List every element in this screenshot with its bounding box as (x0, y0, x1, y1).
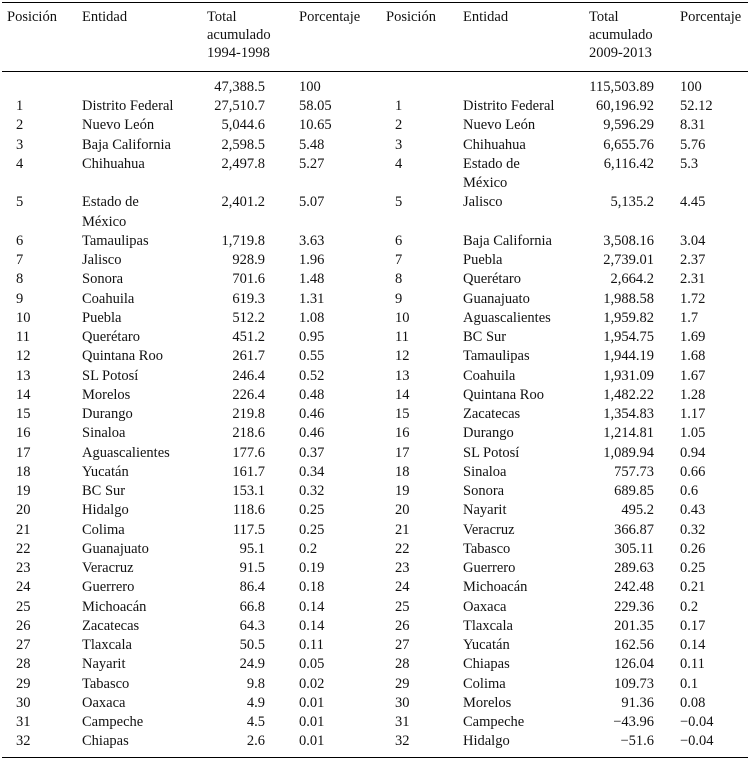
total-value-1994-1998: 118.6 (232, 502, 265, 519)
header-entidad-2: Entidad (463, 9, 509, 25)
total-value-2009-2013: 2,664.2 (610, 271, 654, 288)
rank-2009-2013: 1 (395, 98, 403, 114)
entity-2009-2013: Oaxaca (463, 598, 507, 615)
entity-1994-1998: Tabasco (82, 675, 130, 692)
rank-2009-2013: 24 (395, 579, 410, 596)
percent-1994-1998: 0.25 (299, 502, 325, 519)
percent-2009-2013: 2.37 (680, 252, 706, 268)
percent-1994-1998: 0.46 (299, 406, 325, 422)
percent-1994-1998: 10.65 (299, 117, 332, 134)
percent-2009-2013: 0.11 (680, 656, 705, 673)
total-value-1994-1998: 1,719.8 (221, 232, 265, 249)
total-value-2009-2013: 2,739.01 (603, 252, 654, 268)
rank-2009-2013: 15 (395, 406, 410, 422)
rank-2009-2013: 23 (395, 560, 410, 576)
percent-1994-1998: 5.07 (299, 194, 325, 211)
percent-2009-2013: 0.1 (680, 675, 699, 692)
rank-2009-2013: 27 (395, 637, 410, 653)
entity-2009-2013: Aguascalientes (463, 309, 551, 326)
bottom-rule (2, 757, 748, 758)
rank-2009-2013: 21 (395, 521, 410, 538)
total-value-1994-1998: 64.3 (239, 617, 265, 634)
total-value-2009-2013: 289.63 (614, 560, 654, 576)
entity-2009-2013: Chihuahua (463, 136, 526, 153)
rank-1994-1998: 24 (16, 579, 31, 596)
rank-1994-1998: 13 (16, 367, 31, 384)
total-value-1994-1998: 2.6 (246, 733, 265, 750)
rank-1994-1998: 18 (16, 463, 31, 480)
rank-1994-1998: 28 (16, 656, 31, 673)
percent-2009-2013: 0.94 (680, 444, 706, 461)
percent-2009-2013: 1.7 (680, 309, 699, 326)
rank-2009-2013: 4 (395, 155, 403, 172)
entity-2009-2013: Guanajuato (463, 290, 530, 307)
percent-2009-2013: 0.32 (680, 521, 706, 538)
percent-2009-2013: 1.69 (680, 329, 706, 345)
percent-1994-1998: 0.01 (299, 694, 325, 711)
entity-2009-2013: Michoacán (463, 579, 528, 596)
total-value-1994-1998: 4.9 (246, 694, 265, 711)
rank-1994-1998: 8 (16, 271, 24, 288)
percent-2009-2013: −0.04 (680, 714, 714, 730)
percent-2009-2013: 0.08 (680, 694, 706, 711)
rank-1994-1998: 26 (16, 617, 31, 634)
total-pct-1994-1998: 100 (299, 79, 321, 95)
rank-2009-2013: 29 (395, 675, 410, 692)
entity-1994-1998: Chihuahua (82, 155, 145, 172)
percent-1994-1998: 0.37 (299, 444, 325, 461)
entity-1994-1998: Sinaloa (82, 425, 126, 442)
entity-2009-2013: Veracruz (463, 521, 515, 538)
entity-2009-2013: Hidalgo (463, 733, 510, 750)
rank-1994-1998: 27 (16, 637, 31, 653)
percent-1994-1998: 0.01 (299, 733, 325, 750)
percent-2009-2013: 0.6 (680, 483, 699, 499)
rank-1994-1998: 11 (16, 329, 30, 345)
rank-1994-1998: 5 (16, 194, 24, 211)
rank-2009-2013: 10 (395, 309, 410, 326)
total-value-2009-2013: 1,954.75 (603, 329, 654, 345)
entity-2009-2013: Querétaro (463, 271, 521, 288)
entity-1994-1998: Durango (82, 406, 133, 422)
percent-1994-1998: 58.05 (299, 98, 332, 114)
entity-1994-1998: Quintana Roo (82, 348, 163, 365)
total-value-1994-1998: 9.8 (246, 675, 265, 692)
percent-2009-2013: 1.17 (680, 406, 706, 422)
entity-1994-1998: BC Sur (82, 483, 126, 499)
percent-1994-1998: 0.25 (299, 521, 325, 538)
total-value-1994-1998: 91.5 (239, 560, 265, 576)
rank-1994-1998: 1 (16, 98, 24, 114)
total-value-1994-1998: 451.2 (232, 329, 265, 345)
rank-2009-2013: 6 (395, 232, 403, 249)
entity-1994-1998: Coahuila (82, 290, 135, 307)
percent-1994-1998: 0.02 (299, 675, 325, 692)
rank-1994-1998: 9 (16, 290, 24, 307)
total-value-1994-1998: 261.7 (232, 348, 265, 365)
total-value-1994-1998: 512.2 (232, 309, 265, 326)
entity-2009-2013: Colima (463, 675, 506, 692)
entity-1994-1998: Campeche (82, 714, 144, 730)
total-value-1994-1998: 50.5 (239, 637, 265, 653)
rank-2009-2013: 17 (395, 444, 410, 461)
percent-2009-2013: 1.72 (680, 290, 706, 307)
entity-2009-2013: Tlaxcala (463, 617, 513, 634)
rank-2009-2013: 31 (395, 714, 410, 730)
total-value-2009-2013: 757.73 (614, 463, 654, 480)
entity-2009-2013: Quintana Roo (463, 386, 544, 403)
entity-1994-1998: Michoacán (82, 598, 147, 615)
rank-2009-2013: 30 (395, 694, 410, 711)
percent-2009-2013: 5.76 (680, 136, 706, 153)
total-value-2009-2013: 1,944.19 (603, 348, 654, 365)
percent-1994-1998: 5.27 (299, 155, 325, 172)
percent-1994-1998: 0.19 (299, 560, 325, 576)
entity-1994-1998: Sonora (82, 271, 124, 288)
percent-1994-1998: 0.46 (299, 425, 325, 442)
entity-2009-2013: Durango (463, 425, 514, 442)
rank-1994-1998: 16 (16, 425, 31, 442)
header-posicion-2: Posición (386, 9, 436, 25)
total-value-2009-2013: 109.73 (614, 675, 654, 692)
percent-1994-1998: 0.95 (299, 329, 325, 345)
total-pct-2009-2013: 100 (680, 79, 702, 95)
percent-2009-2013: 0.43 (680, 502, 706, 519)
rank-2009-2013: 13 (395, 367, 410, 384)
percent-1994-1998: 0.01 (299, 714, 325, 730)
entity-2009-2013: Tamaulipas (463, 348, 530, 365)
total-value-1994-1998: 24.9 (239, 656, 265, 673)
rank-1994-1998: 10 (16, 309, 31, 326)
total-value-1994-1998: 226.4 (232, 386, 265, 403)
entity-1994-1998: Veracruz (82, 560, 134, 576)
total-value-1994-1998: 219.8 (232, 406, 265, 422)
total-value-2009-2013: 689.85 (614, 483, 654, 499)
total-value-2009-2013: 5,135.2 (610, 194, 654, 211)
percent-2009-2013: 5.3 (680, 155, 699, 172)
total-2009-2013: 115,503.89 (589, 79, 654, 95)
rank-1994-1998: 30 (16, 694, 31, 711)
total-value-2009-2013: 1,931.09 (603, 367, 654, 384)
entity-1994-1998: Guerrero (82, 579, 135, 596)
total-value-2009-2013: 126.04 (614, 656, 654, 673)
rank-1994-1998: 31 (16, 714, 31, 730)
header-rule (2, 71, 748, 72)
total-value-1994-1998: 86.4 (239, 579, 265, 596)
percent-2009-2013: 0.17 (680, 617, 706, 634)
total-value-2009-2013: 1,988.58 (603, 290, 654, 307)
rank-2009-2013: 8 (395, 271, 403, 288)
percent-1994-1998: 0.18 (299, 579, 325, 596)
total-value-2009-2013: 242.48 (614, 579, 654, 596)
entity-1994-1998: Querétaro (82, 329, 140, 345)
rank-2009-2013: 19 (395, 483, 410, 499)
total-value-2009-2013: 495.2 (621, 502, 654, 519)
rank-1994-1998: 22 (16, 540, 31, 557)
percent-1994-1998: 0.48 (299, 386, 325, 403)
total-value-1994-1998: 4.5 (246, 714, 265, 730)
total-value-2009-2013: 1,214.81 (603, 425, 654, 442)
entity-1994-1998: Hidalgo (82, 502, 129, 519)
header-total-2009-2013: Total acumulado 2009-2013 (589, 9, 653, 61)
percent-1994-1998: 0.05 (299, 656, 325, 673)
entity-1994-1998: Guanajuato (82, 540, 149, 557)
rank-1994-1998: 3 (16, 136, 24, 153)
rank-2009-2013: 26 (395, 617, 410, 634)
total-1994-1998: 47,388.5 (214, 79, 265, 95)
total-value-1994-1998: 619.3 (232, 290, 265, 307)
rank-2009-2013: 12 (395, 348, 410, 365)
total-value-1994-1998: 5,044.6 (221, 117, 265, 134)
entity-1994-1998: Distrito Federal (82, 98, 174, 114)
entity-1994-1998: Yucatán (82, 463, 129, 480)
rank-2009-2013: 20 (395, 502, 410, 519)
entity-1994-1998: Nayarit (82, 656, 126, 673)
header-posicion: Posición (7, 9, 57, 25)
header-porcentaje-2: Porcentaje (680, 9, 742, 25)
entity-2009-2013: Guerrero (463, 560, 516, 576)
rank-1994-1998: 32 (16, 733, 31, 750)
percent-1994-1998: 0.32 (299, 483, 325, 499)
total-value-2009-2013: 201.35 (614, 617, 654, 634)
total-value-1994-1998: 2,401.2 (221, 194, 265, 211)
entity-2009-2013: Distrito Federal (463, 98, 555, 114)
entity-2009-2013: Jalisco (463, 194, 503, 211)
rank-1994-1998: 6 (16, 232, 24, 249)
entity-2009-2013: Morelos (463, 694, 512, 711)
percent-2009-2013: 0.26 (680, 540, 706, 557)
total-value-1994-1998: 701.6 (232, 271, 265, 288)
percent-1994-1998: 0.52 (299, 367, 325, 384)
total-value-2009-2013: 1,354.83 (603, 406, 654, 422)
percent-1994-1998: 0.14 (299, 598, 325, 615)
entity-1994-1998: Aguascalientes (82, 444, 170, 461)
total-value-1994-1998: 27,510.7 (214, 98, 265, 114)
entity-1994-1998: Estado de (82, 194, 139, 211)
rank-1994-1998: 2 (16, 117, 24, 134)
percent-2009-2013: 2.31 (680, 271, 706, 288)
total-value-2009-2013: 1,482.22 (603, 386, 654, 403)
rank-1994-1998: 20 (16, 502, 31, 519)
entity-2009-2013: SL Potosí (463, 444, 520, 461)
rank-2009-2013: 5 (395, 194, 403, 211)
total-value-2009-2013: 6,655.76 (603, 136, 654, 153)
rank-1994-1998: 21 (16, 521, 31, 538)
entity-2009-2013: Sonora (463, 483, 505, 499)
percent-2009-2013: 0.14 (680, 637, 706, 653)
total-value-2009-2013: 9,596.29 (603, 117, 654, 134)
total-value-2009-2013: 162.56 (614, 637, 654, 653)
header-porcentaje: Porcentaje (299, 9, 361, 25)
rank-1994-1998: 14 (16, 386, 31, 403)
entity-1994-1998: Baja California (82, 136, 171, 153)
total-value-1994-1998: 2,598.5 (221, 136, 265, 153)
rank-2009-2013: 25 (395, 598, 410, 615)
percent-2009-2013: 1.67 (680, 367, 706, 384)
percent-1994-1998: 1.48 (299, 271, 325, 288)
entity-2009-2013: Nayarit (463, 502, 507, 519)
entity-2009-2013: México (463, 175, 508, 191)
total-value-1994-1998: 218.6 (232, 425, 265, 442)
total-value-1994-1998: 2,497.8 (221, 155, 265, 172)
entity-1994-1998: SL Potosí (82, 367, 139, 384)
total-value-2009-2013: 229.36 (614, 598, 654, 615)
entity-2009-2013: Coahuila (463, 367, 516, 384)
rank-2009-2013: 2 (395, 117, 403, 134)
entity-2009-2013: Yucatán (463, 637, 510, 653)
percent-2009-2013: 0.66 (680, 463, 706, 480)
rank-2009-2013: 3 (395, 136, 403, 153)
rank-1994-1998: 12 (16, 348, 31, 365)
entity-1994-1998: Colima (82, 521, 125, 538)
percent-1994-1998: 0.14 (299, 617, 325, 634)
total-value-1994-1998: 161.7 (232, 463, 265, 480)
rank-1994-1998: 25 (16, 598, 31, 615)
entity-2009-2013: Estado de (463, 155, 520, 172)
total-value-2009-2013: 305.11 (614, 540, 654, 557)
total-value-1994-1998: 928.9 (232, 252, 265, 268)
rank-1994-1998: 7 (16, 252, 24, 268)
percent-2009-2013: 0.21 (680, 579, 706, 596)
entity-1994-1998: Morelos (82, 386, 131, 403)
entity-2009-2013: Campeche (463, 714, 525, 730)
percent-1994-1998: 5.48 (299, 136, 325, 153)
header-total-1994-1998: Total acumulado 1994-1998 (207, 9, 271, 61)
entity-1994-1998: Nuevo León (82, 117, 155, 134)
percent-1994-1998: 1.08 (299, 309, 325, 326)
entity-1994-1998: Tamaulipas (82, 232, 149, 249)
entity-1994-1998: Tlaxcala (82, 637, 132, 653)
total-value-2009-2013: 6,116.42 (603, 155, 654, 172)
entity-1994-1998: Puebla (82, 309, 122, 326)
percent-2009-2013: 1.68 (680, 348, 706, 365)
entity-2009-2013: Baja California (463, 232, 552, 249)
percent-2009-2013: 3.04 (680, 232, 706, 249)
percent-1994-1998: 3.63 (299, 232, 325, 249)
rank-2009-2013: 14 (395, 386, 410, 403)
total-value-1994-1998: 66.8 (239, 598, 265, 615)
percent-1994-1998: 0.55 (299, 348, 325, 365)
rank-2009-2013: 18 (395, 463, 410, 480)
entity-1994-1998: Chiapas (82, 733, 129, 750)
rank-1994-1998: 23 (16, 560, 31, 576)
rank-2009-2013: 9 (395, 290, 403, 307)
entity-1994-1998: Oaxaca (82, 694, 126, 711)
rank-1994-1998: 17 (16, 444, 31, 461)
entity-2009-2013: BC Sur (463, 329, 507, 345)
rank-1994-1998: 19 (16, 483, 31, 499)
entity-2009-2013: Sinaloa (463, 463, 507, 480)
total-value-1994-1998: 153.1 (232, 483, 265, 499)
total-value-2009-2013: 60,196.92 (596, 98, 654, 114)
percent-1994-1998: 1.96 (299, 252, 325, 268)
percent-2009-2013: 4.45 (680, 194, 706, 211)
rank-1994-1998: 15 (16, 406, 31, 422)
total-value-2009-2013: −43.96 (613, 714, 654, 730)
total-value-1994-1998: 117.5 (232, 521, 265, 538)
entity-2009-2013: Chiapas (463, 656, 510, 673)
entity-1994-1998: México (82, 213, 127, 230)
rank-2009-2013: 7 (395, 252, 403, 268)
percent-2009-2013: 8.31 (680, 117, 706, 134)
percent-2009-2013: −0.04 (680, 733, 714, 750)
percent-1994-1998: 0.34 (299, 463, 325, 480)
total-value-1994-1998: 177.6 (232, 444, 265, 461)
entity-1994-1998: Zacatecas (82, 617, 140, 634)
entity-2009-2013: Nuevo León (463, 117, 536, 134)
rank-1994-1998: 29 (16, 675, 31, 692)
total-value-2009-2013: 3,508.16 (603, 232, 654, 249)
percent-2009-2013: 1.05 (680, 425, 706, 442)
total-value-2009-2013: 1,959.82 (603, 309, 654, 326)
total-value-2009-2013: 91.36 (621, 694, 654, 711)
percent-2009-2013: 0.2 (680, 598, 699, 615)
total-value-1994-1998: 246.4 (232, 367, 265, 384)
percent-2009-2013: 52.12 (680, 98, 713, 114)
total-value-2009-2013: 1,089.94 (603, 444, 654, 461)
percent-1994-1998: 0.11 (299, 637, 324, 653)
rank-1994-1998: 4 (16, 155, 24, 172)
percent-2009-2013: 1.28 (680, 386, 706, 403)
percent-2009-2013: 0.25 (680, 560, 706, 576)
rank-2009-2013: 16 (395, 425, 410, 442)
entity-2009-2013: Zacatecas (463, 406, 521, 422)
percent-1994-1998: 1.31 (299, 290, 325, 307)
rank-2009-2013: 32 (395, 733, 410, 750)
total-value-2009-2013: −51.6 (620, 733, 654, 750)
rank-2009-2013: 11 (395, 329, 409, 345)
top-rule (2, 2, 748, 3)
entity-2009-2013: Puebla (463, 252, 503, 268)
entity-2009-2013: Tabasco (463, 540, 511, 557)
rank-2009-2013: 28 (395, 656, 410, 673)
entity-1994-1998: Jalisco (82, 252, 122, 268)
header-entidad: Entidad (82, 9, 128, 25)
rank-2009-2013: 22 (395, 540, 410, 557)
total-value-1994-1998: 95.1 (239, 540, 265, 557)
percent-1994-1998: 0.2 (299, 540, 318, 557)
total-value-2009-2013: 366.87 (614, 521, 654, 538)
